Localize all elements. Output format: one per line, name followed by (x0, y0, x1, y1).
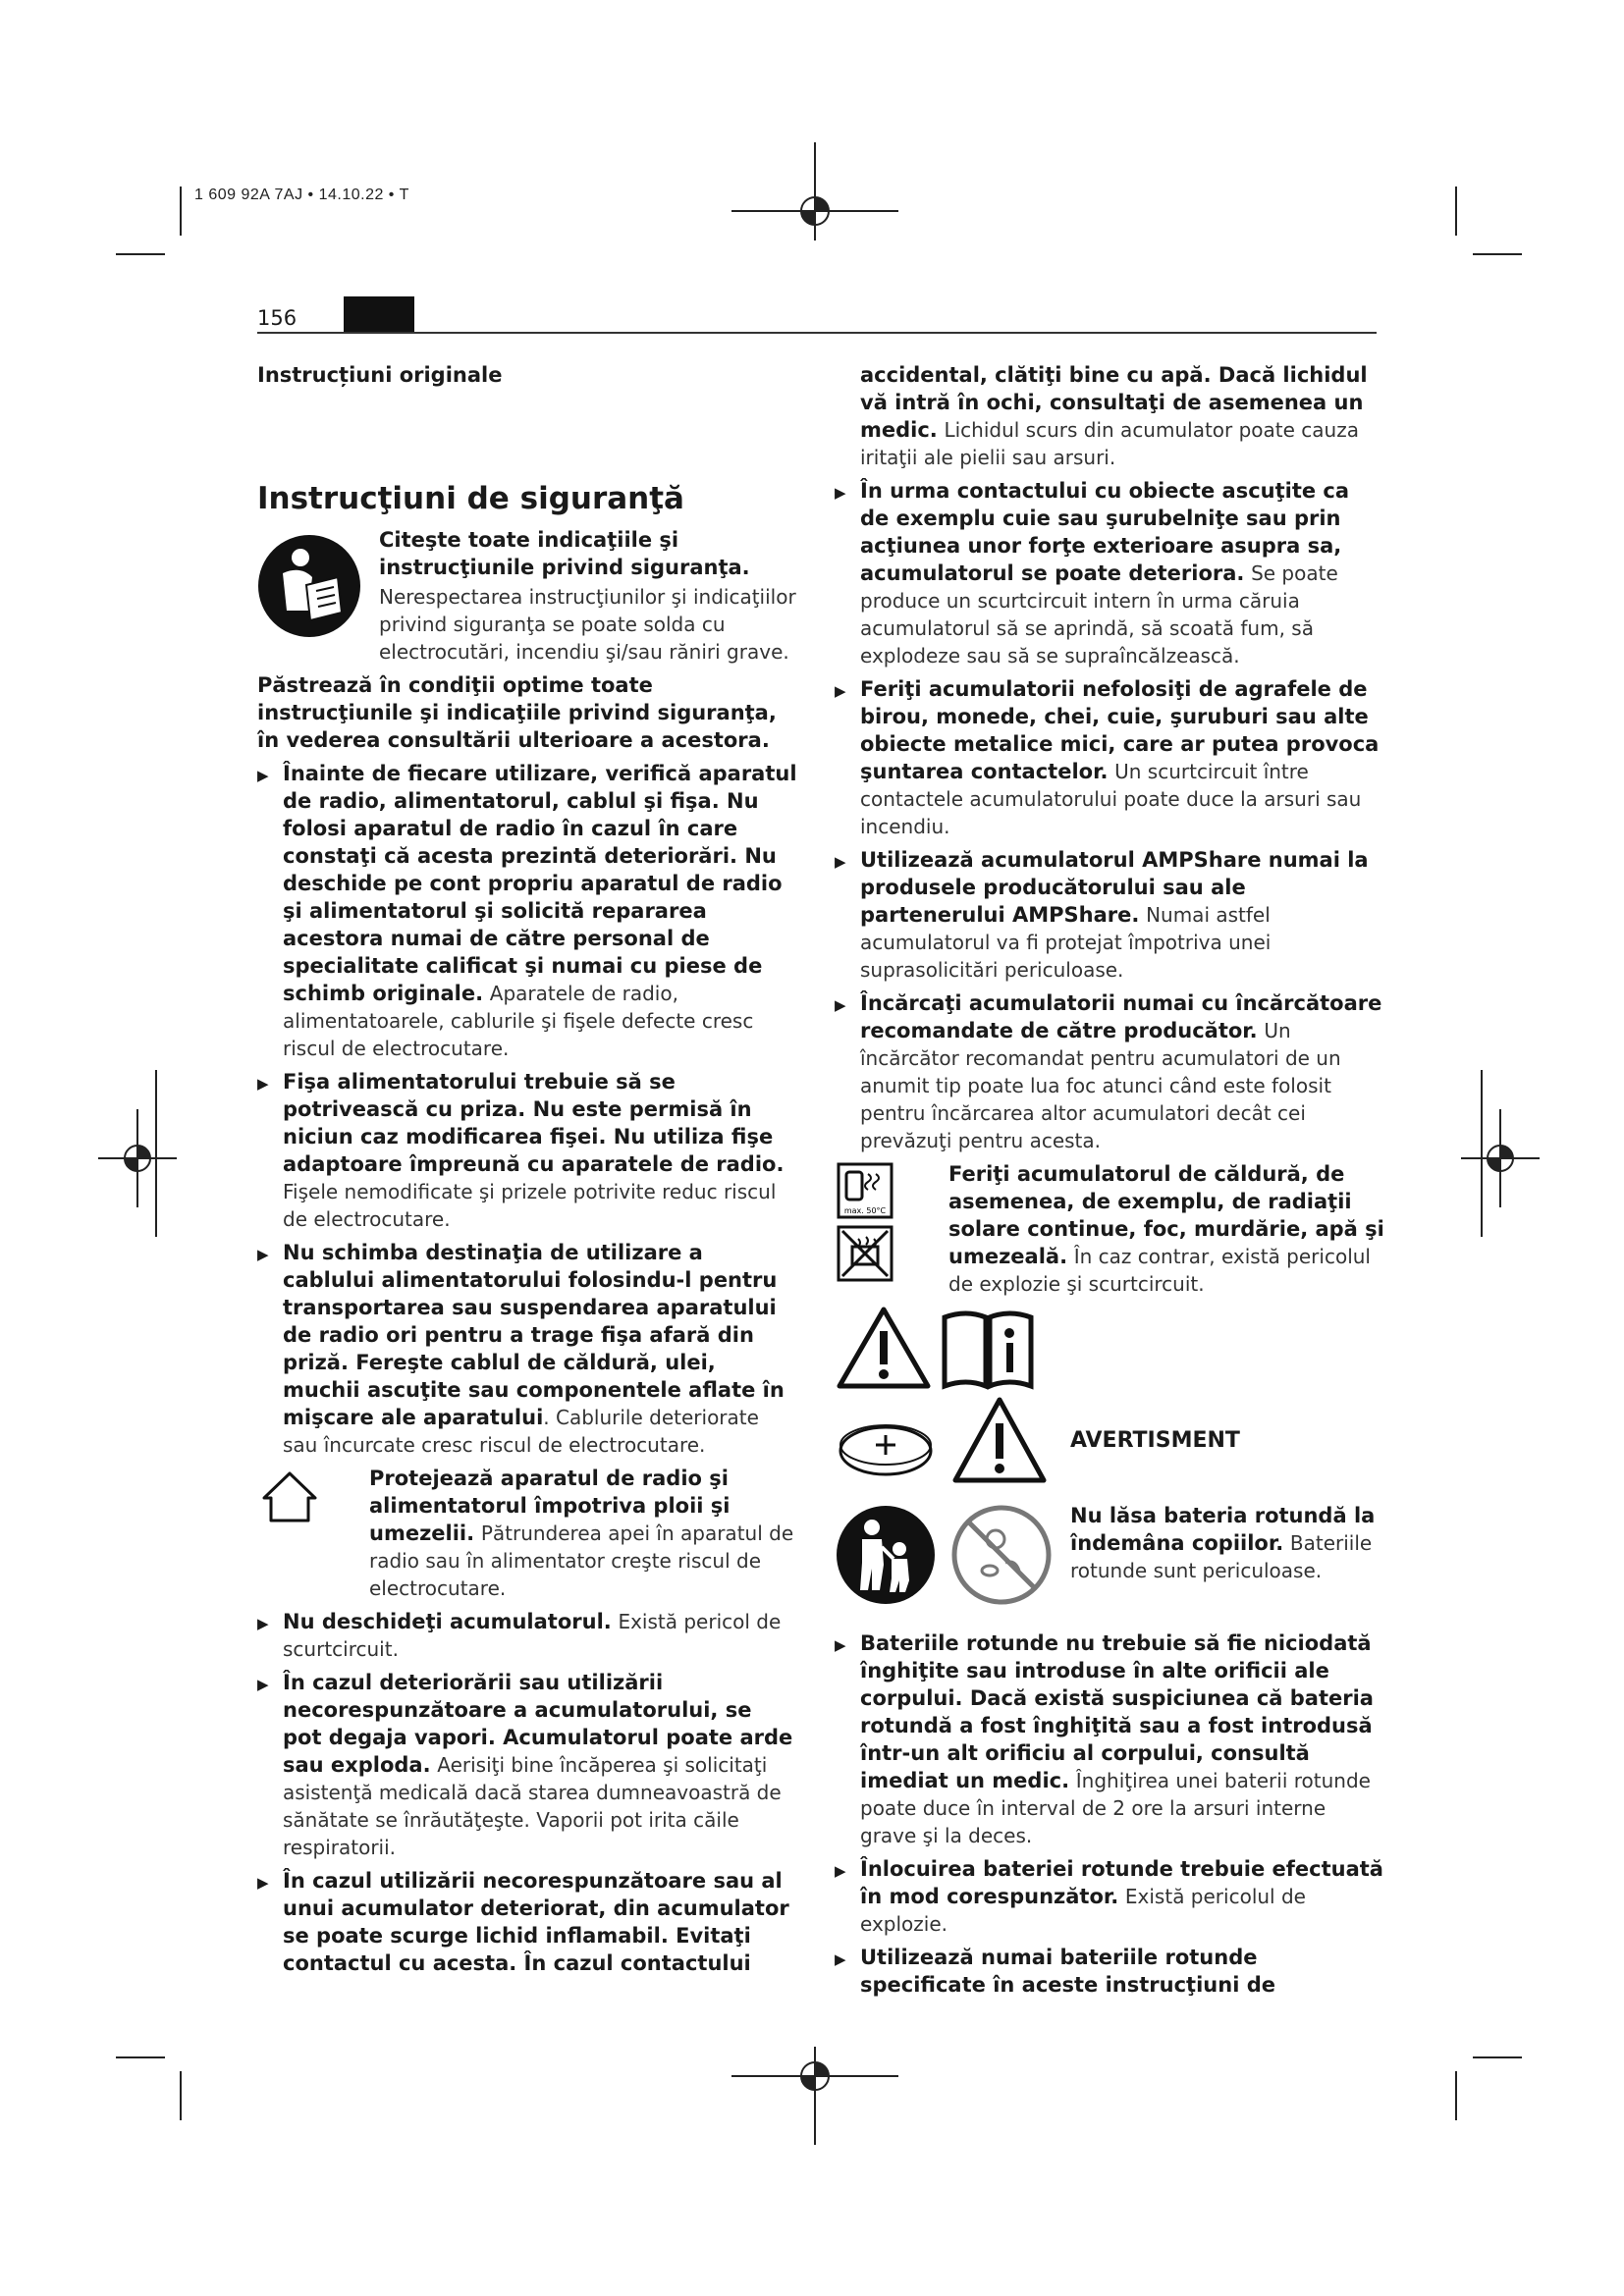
doc-code: 1 609 92A 7AJ • 14.10.22 • T (194, 187, 409, 203)
crop-mark (1455, 2071, 1457, 2120)
registration-mark-left (98, 1109, 177, 1207)
crop-mark (116, 2056, 165, 2058)
heat-icon-text: max. 50°C (843, 1206, 887, 1215)
read-manual-block (257, 526, 797, 693)
heat-warning-block: max. 50°C Feriţi acumulatorul de căldură, de asemenea, de exemplu, de radiaţii solare continue, foc, murdărie, apă şi umezeală. În caz contrar, există pericolul de explozie şi scurtcircuit. (835, 1160, 1384, 1298)
coin-battery-icon (837, 1421, 935, 1480)
coin-battery-child-block: Nu lăsa bateria rotundă la îndemâna copiilor. Bateriile rotunde sunt periculoase. (835, 1502, 1384, 1620)
list-item: ▶ Înainte de fiecare utilizare, verifică aparatul de radio, alimentatorul, cablul şi fişa. Nu folosi aparatul de radio în cazul în care constaţi că acesta prezintă deteriorări. Nu deschide pe cont propriu aparatul de radio şi alimentatorul şi solicită repararea acestora numai de către personal de specialitate calificat şi numai cu piese de schimb originale. Aparatele de radio, alimentatoarele, cablurile şi fişele defecte cresc riscul de electrocutare. (257, 760, 797, 1062)
intro-normal: Nerespectarea instrucţiunilor şi indicaţiilor privind siguranţa se poate solda cu electrocutări, incendiu şi/sau răniri grave. (379, 585, 796, 664)
list-item: ▶ Fişa alimentatorului trebuie să se potrivească cu priza. Nu este permisă în niciun caz modificarea fişei. Nu utiliza fişe adaptoare împreună cu aparatele de radio. Fişele nemodificate şi prizele potrivite reduc riscul de electrocutare. (257, 1068, 797, 1233)
manual-book-icon (941, 1308, 1035, 1390)
crop-mark (1455, 187, 1457, 236)
no-water-icon (837, 1225, 893, 1282)
intro-bold: Citeşte toate indicaţiile şi instrucţiunile privind siguranţa. (379, 528, 750, 579)
list-item: ▶ În cazul deteriorării sau utilizării necorespunzătoare a acumulatorului, se pot degaja vapori. Acumulatorul poate arde sau exploda. Aerisiţi bine încăperea şi solicitaţi asistenţă medicală dacă starea dumneavoastră de sănătate se înrăutăţeşte. Vaporii pot irita căile respiratorii. (257, 1669, 797, 1861)
house-icon (261, 1470, 318, 1523)
page-number: 156 (257, 306, 298, 330)
list-item: ▶ Nu deschideţi acumulatorul. Există pericol de scurtcircuit. (257, 1608, 797, 1663)
list-item: ▶ În urma contactului cu obiecte ascuţite ca de exemplu cuie sau şurubelniţe sau prin acţiunea unor forţe exterioare asupra sa, acumulatorul se poate deteriora. Se poate produce un scurtcircuit intern în urma căruia acumulatorul să se aprindă, să scoată fum, să explodeze sau să se supraîncălzească. (835, 477, 1384, 669)
list-item: ▶ Bateriile rotunde nu trebuie să fie niciodată înghiţite sau introduse în alte orificii ale corpului. Dacă există suspiciunea că bateria rotundă a fost înghiţită sau a fost introdusă într-un alt orificiu al corpului, consultă imediat un medic. Înghiţirea unei baterii rotunde poate duce în interval de 2 ore la arsuri interne grave şi la deces. (835, 1629, 1384, 1849)
registration-mark-bottom (731, 2042, 898, 2150)
continued-item: accidental, clătiţi bine cu apă. Dacă lichidul vă intră în ochi, consultaţi de asemenea un medic. Lichidul scurs din acumulator poate cauza iritaţii ale pielii sau arsuri. (860, 363, 1368, 469)
list-item: ▶ Utilizează numai bateriile rotunde specificate în aceste instrucţiuni de (835, 1944, 1384, 1999)
heat-temperature-icon (837, 1162, 893, 1219)
warning-triangle-icon-2 (952, 1396, 1047, 1484)
page-title: Instrucţiuni de siguranţă (257, 481, 684, 516)
crop-mark (1473, 253, 1522, 255)
keep-from-children-icon (835, 1504, 937, 1606)
right-column (835, 361, 1384, 2004)
crop-mark (180, 187, 182, 236)
warning-label: AVERTISMENT (1070, 1428, 1240, 1453)
section-label: Instrucțiuni originale (257, 363, 503, 387)
list-item: ▶ Înlocuirea bateriei rotunde trebuie efectuată în mod corespunzător. Există pericolul de explozie. (835, 1855, 1384, 1938)
list-item: ▶ Încărcaţi acumulatorii numai cu încărcătoare recomandate de către producător. Un încărcător recomandat pentru acumulatori de un anumit tip poate lua foc atunci când este folosit pentru încărcarea altor acumulatori decât cei prevăzuţi pentru acesta. (835, 989, 1384, 1154)
list-item: ▶ Feriţi acumulatorii nefolosiţi de agrafele de birou, monede, chei, cuie, şuruburi sau alte obiecte metalice mici, care ar putea provoca şuntarea contactelor. Un scurtcircuit între contactele acumulatorului poate duce la arsuri sau incendiu. (835, 675, 1384, 840)
left-column (257, 361, 797, 1983)
list-item: ▶ Nu schimba destinaţia de utilizare a cablului alimentatorului folosindu-l pentru transportarea sau suspendarea aparatului de radio ori pentru a trage fişa afară din priză. Fereşte cablul de căldură, ulei, muchii ascuţite sau componentele aflate în mişcare ale aparatului. Cablurile deteriorate sau încurcate cresc riscul de electrocutare. (257, 1239, 797, 1459)
keep-instructions: Păstrează în condiţii optime toate instrucţiunile şi indicaţiile privind siguranţa, în vederea consultării ulterioare a acestora. (257, 673, 777, 752)
protect-rain-block: Protejează aparatul de radio şi alimentatorul împotriva ploii şi umezelii. Pătrunderea apei în aparatul de radio sau în alimentator creşte riscul de electrocutare. (257, 1465, 797, 1602)
list-item: ▶ Utilizează acumulatorul AMPShare numai la produsele producătorului sau ale partenerului AMPShare. Numai astfel acumulatorul va fi protejat împotriva unei suprasolicitări periculoase. (835, 846, 1384, 984)
no-swallow-icon (950, 1504, 1053, 1606)
crop-mark (180, 2071, 182, 2120)
crop-mark (1473, 2056, 1522, 2058)
header-rule (257, 332, 1377, 334)
registration-mark-top (731, 137, 898, 245)
registration-mark-right (1461, 1109, 1540, 1207)
list-item: ▶ În cazul utilizării necorespunzătoare sau al unui acumulator deteriorat, din acumulator se poate scurge lichid inflamabil. Evitaţi contactul cu acesta. În cazul contactului (257, 1867, 797, 1977)
page-tab-block (344, 296, 414, 332)
warning-triangle-icon (837, 1306, 931, 1390)
read-manual-icon (257, 534, 361, 638)
crop-mark (116, 253, 165, 255)
